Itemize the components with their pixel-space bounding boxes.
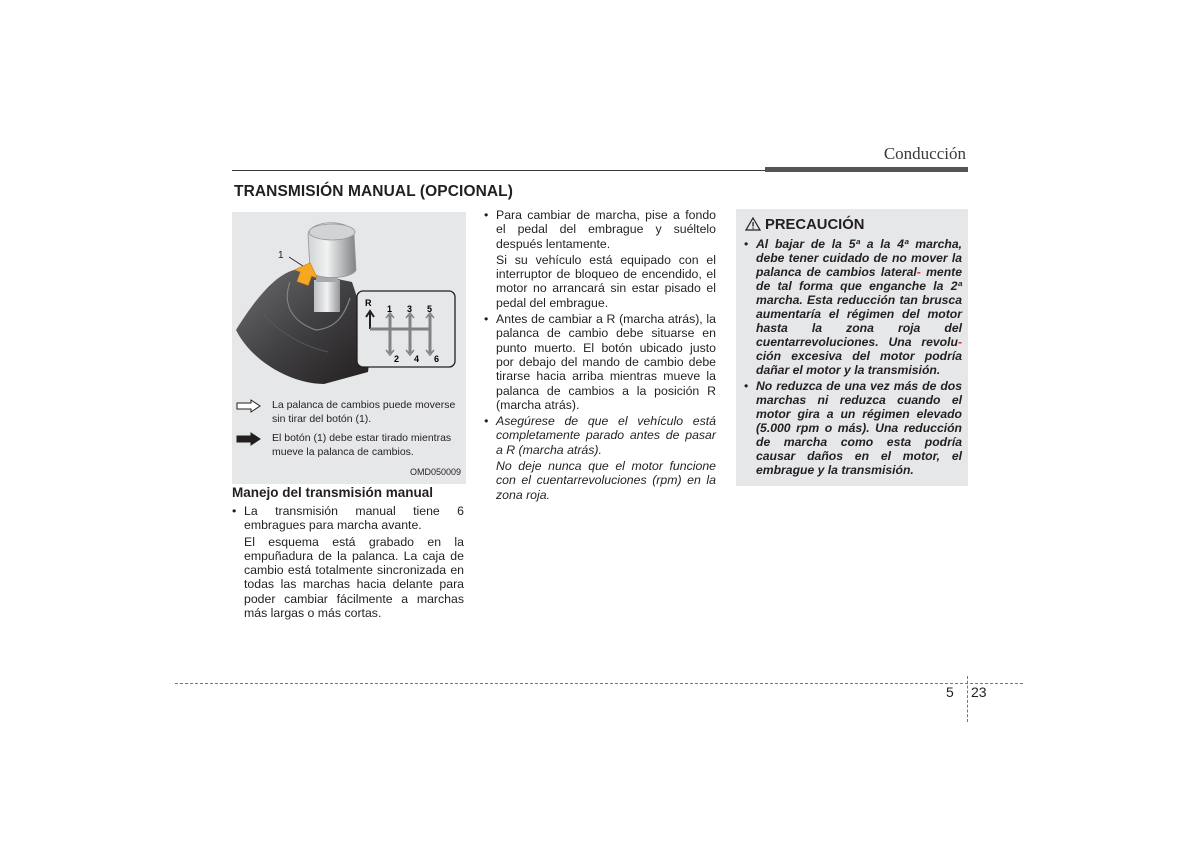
caution-item: • Al bajar de la 5ª a la 4ª marcha, debe tener cuidado de no mover la palanca de cambios lateral- mente de tal forma que enganche la 2ª marcha. Esta reducción tan brusca aumentaría el régimen del motor hasta la zona roja del cuentarrevoluciones. Una revolu- ción excesiva del motor podría dañar el motor y la transmisión. <box>744 237 962 377</box>
list-item-continuation: No deje nunca que el motor funcione con el cuentarrevoluciones (rpm) en la zona roja. <box>496 459 716 502</box>
list-item-continuation: El esquema está grabado en la empuñadura de la palanca. La caja de cambio está totalmente sincronizada en todas las marchas hacia delante para poder cambiar fácilmente a marchas más largas o más cortas. <box>244 534 464 621</box>
legend-text: El botón (1) debe estar tirado mientras mueve la palanca de cambios. <box>272 432 452 458</box>
caution-body <box>744 237 962 479</box>
caution-heading <box>745 217 864 233</box>
shift-label-r: R <box>365 298 372 308</box>
shift-label-1: 1 <box>387 304 393 314</box>
warning-triangle-icon <box>745 217 761 231</box>
list-item: • La transmisión manual tiene 6 embragues para marcha avante. <box>232 504 464 533</box>
shift-label-3: 3 <box>407 304 413 314</box>
shift-label-4: 4 <box>414 354 420 364</box>
running-header: Conducción <box>883 144 966 163</box>
section-title: TRANSMISIÓN MANUAL (OPCIONAL) <box>234 183 514 200</box>
subsection-title: Manejo del transmisión manual <box>232 485 434 500</box>
header-rule-accent <box>765 167 968 172</box>
caution-box <box>736 209 968 486</box>
shift-label-2: 2 <box>394 354 400 364</box>
caution-title: PRECAUCIÓN <box>765 217 865 233</box>
legend-text: La palanca de cambios puede moverse sin tirar del botón (1). <box>272 399 456 425</box>
hollow-arrow-icon <box>236 399 262 413</box>
list-item: • Para cambiar de marcha, pise a fondo el pedal del embrague y suéltelo después lentamente. <box>484 208 716 251</box>
footer-divider <box>967 676 968 722</box>
list-item: • Antes de cambiar a R (marcha atrás), la palanca de cambio debe situarse en punto muerto. El botón ubicado justo por debajo del mando de cambio debe tirarse hacia arriba mientras mueve la palanca de cambios a la posición R (marcha atrás). <box>484 312 716 412</box>
footer-rule <box>175 683 1023 684</box>
left-column <box>232 504 464 620</box>
shift-label-5: 5 <box>427 304 433 314</box>
caution-item: • No reduzca de una vez más de dos marchas ni reduzca cuando el motor gira a un régimen elevado (5.000 rpm o más). Una reducción de marcha como esta podría causar daños en el motor, el embrague y la transmisión. <box>744 379 962 477</box>
list-item: • Asegúrese de que el vehículo está completamente parado antes de pasar a R (marcha atrás). <box>484 414 716 457</box>
bullet: • <box>232 504 237 518</box>
list-item-continuation: Si su vehículo está equipado con el interruptor de bloqueo de encendido, el motor no arrancará sin estar pisado el pedal del embrague. <box>496 252 716 310</box>
figure-code: OMD050009 <box>409 467 461 477</box>
middle-column <box>484 208 716 502</box>
callout-number: 1 <box>278 250 284 261</box>
header-rule <box>232 170 765 171</box>
gear-lever-figure <box>232 212 466 484</box>
shift-label-6: 6 <box>434 354 440 364</box>
chapter-number: 5 <box>946 684 954 700</box>
solid-arrow-icon <box>236 432 262 446</box>
page-number: 23 <box>971 684 987 700</box>
